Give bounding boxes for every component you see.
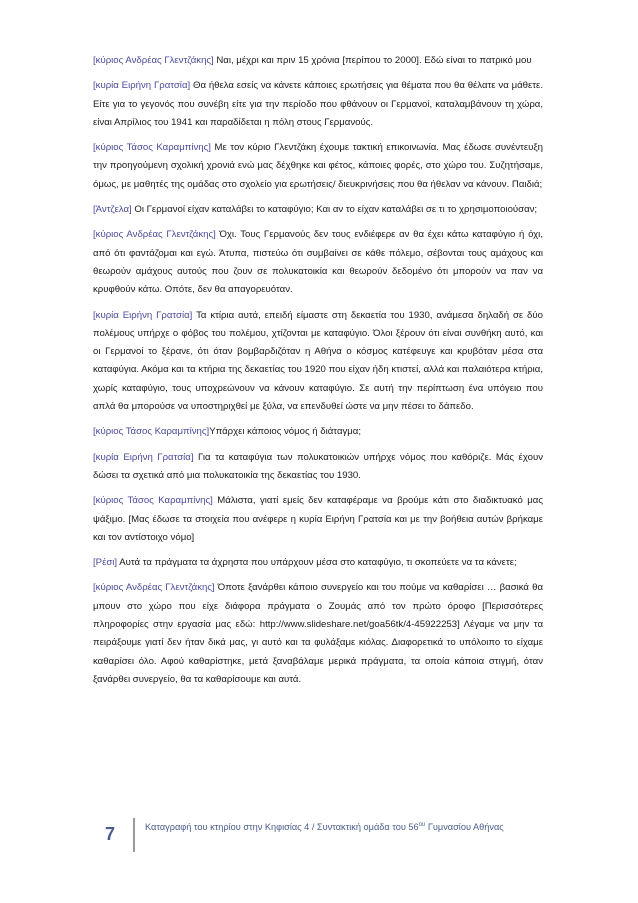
- speaker-tag: [Ρέσι]: [93, 557, 118, 569]
- paragraph-text: Με τον κύριο Γλεντζάκη έχουμε τακτική επικοινωνία. Μας έδωσε συνέντευξη την προηγούμενη σχολική χρονιά ενώ μας δέχθηκε και φέτος, κάποιες φορές, στο χώρο του. Συζητήσαμε, όμως, με μαθητές της ομάδας στο σχολείο για ερωτήσεις/ διευκρινήσεις που θα ήθελαν να κάνουν. Παιδιά;: [93, 142, 543, 190]
- paragraph-text: Υπάρχει κάποιος νόμος ή διάταγμα;: [209, 426, 362, 438]
- paragraph: [93, 554, 543, 572]
- paragraph: [93, 226, 543, 299]
- paragraph: [93, 492, 543, 547]
- paragraph-text: Μάλιστα, γιατί εμείς δεν καταφέραμε να βρούμε κάτι στο διαδικτυακό μας ψάξιμο. [Μας έδωσε τα στοιχεία που ανέφερε η κυρία Ειρήνη Γρατσία και με την βοήθεια αυτών βρήκαμε και τον αντίστοιχο νόμο]: [93, 495, 543, 543]
- paragraph: [93, 52, 543, 70]
- paragraph-text: Αυτά τα πράγματα τα άχρηστα που υπάρχουν μέσα στο καταφύγιο, τι σκοπεύετε να τα κάνετε;: [117, 557, 517, 569]
- paragraph: [93, 423, 543, 441]
- speaker-tag: [κυρία Ειρήνη Γρατσία]: [93, 80, 191, 92]
- page-number: 7: [105, 824, 116, 844]
- footer-text: [145, 822, 504, 832]
- speaker-tag: [κυρία Ειρήνη Γρατσία]: [93, 309, 193, 321]
- paragraph: [93, 201, 543, 219]
- speaker-tag: [κύριος Τάσος Καραμπίνης]: [93, 142, 211, 154]
- paragraph-text: Ναι, μέχρι και πριν 15 χρόνια [περίπου το 2000]. Εδώ είναι το πατρικό μου: [213, 55, 532, 66]
- speaker-tag: [κύριος Τάσος Καραμπίνης]: [93, 495, 213, 507]
- paragraph-text: Για τα καταφύγια των πολυκατοικιών υπήρχε νόμος που καθόριζε. Μάς έχουν δώσει τα σχετικά από μια πολυκατοικία της δεκαετίας του 1930.: [93, 451, 543, 481]
- footer-divider: [133, 818, 135, 852]
- paragraph-text: Όχι. Τους Γερμανούς δεν τους ενδιέφερε αν θα έχει κάτω καταφύγιο ή όχι, από ότι φαντάζομαι και εγώ. Άτυπα, πιστεύω ότι συμβαίνει σε κάθε πόλεμο, σέβονται τους αμάχους και θεωρούν αμάχους αυτούς που ζουν σε πολυκατοικία και θεωρούν δεδομένο ότι μπορούν να παν να κρυφθούν κάτω. Οπότε, δεν θα απαγορευόταν.: [93, 229, 543, 296]
- speaker-tag: [Άντζελα]: [93, 204, 132, 216]
- paragraph-text: Οι Γερμανοί είχαν καταλάβει το καταφύγιο; Και αν το είχαν καταλάβει σε τι το χρησιμοποιούσαν;: [131, 204, 538, 216]
- footer-text-end: Γυμνασίου Αθήνας: [425, 822, 504, 833]
- document-body: [93, 52, 543, 696]
- speaker-tag: [κυρία Ειρήνη Γρατσία]: [93, 451, 194, 463]
- paragraph: [93, 449, 543, 486]
- paragraph-text: Θα ήθελα εσείς να κάνετε κάποιες ερωτήσεις για θέματα που θα θέλατε να μάθετε. Είτε για το γεγονός που συνέβη είτε για την περίοδο που φθάνουν οι Γερμανοί, καταλαμβάνουν τη χώρα, είναι Απρίλιος του 1941 και παραδίδεται η πόλη στους Γερμανούς.: [93, 80, 543, 128]
- speaker-tag: [κύριος Ανδρέας Γλεντζάκης]: [93, 229, 216, 241]
- paragraph-text: Τα κτίρια αυτά, επειδή είμαστε στη δεκαετία του 1930, ανάμεσα δηλαδή σε δύο πολέμους υπήρχε ο φόβος του πολέμου, χτίζονται με καταφύγιο. Όλοι ξέρουν ότι είναι συνθήκη αυτό, και οι Γερμανοί το ξέρανε, ότι όταν βομβαρδιζόταν η Αθήνα ο κόσμος κατέφευγε και κρυβόταν μέσα στα καταφύγια. Ακόμα και τα κτήρια της δεκαετίας του 1920 που είχαν ήδη κτιστεί, αλλά και παλαιότερα κτήρια, χωρίς καταφύγιο, τους υποχρεώνουν να κάνουν καταφύγιο. Σε αυτή την περίπτωση ένα υπόγειο που απλά θα μπορούσε να υποστηριχθεί με ξύλα, να επενδυθεί ώστε να μην πέσει το δάπεδο.: [93, 309, 543, 413]
- paragraph: [93, 139, 543, 194]
- speaker-tag: [κύριος Ανδρέας Γλεντζάκης]: [93, 582, 215, 594]
- speaker-tag: [κύριος Ανδρέας Γλεντζάκης]: [93, 55, 214, 66]
- page-footer: [93, 818, 553, 844]
- footer-superscript: ου: [418, 822, 426, 828]
- paragraph: [93, 77, 543, 132]
- paragraph: [93, 307, 543, 417]
- paragraph-text: Όποτε ξανάρθει κάποιο συνεργείο και του πούμε να καθαρίσει … βασικά θα μπουν στο χώρο που είχε διάφορα πράγματα ο Ζουμάς από τον πρώτο όροφο [Περισσότερες πληροφορίες στην εργασία μας εδώ: http://www.slideshare.net/goa56tk/4-45922253] Λέγαμε να μην τα πειράξουμε γιατί δεν ήταν δικά μας, γι αυτό και τα φυλάξαμε κιόλας. Διαφορετικά το υπόλοιπο το είχαμε καθαρίσει όλο. Αφού καθαρίστηκε, μετά ξαναβάλαμε μερικά πράγματα, τα οποία κάποια στιγμή, όταν ξανάρθει συνεργείο, θα τα καθαρίσουμε και αυτά.: [93, 582, 543, 685]
- speaker-tag: [κύριος Τάσος Καραμπίνης]: [93, 426, 210, 438]
- footer-text-main: Καταγραφή του κτηρίου στην Κηφισίας 4 / Συντακτική ομάδα του 56: [145, 822, 419, 833]
- paragraph: [93, 579, 543, 689]
